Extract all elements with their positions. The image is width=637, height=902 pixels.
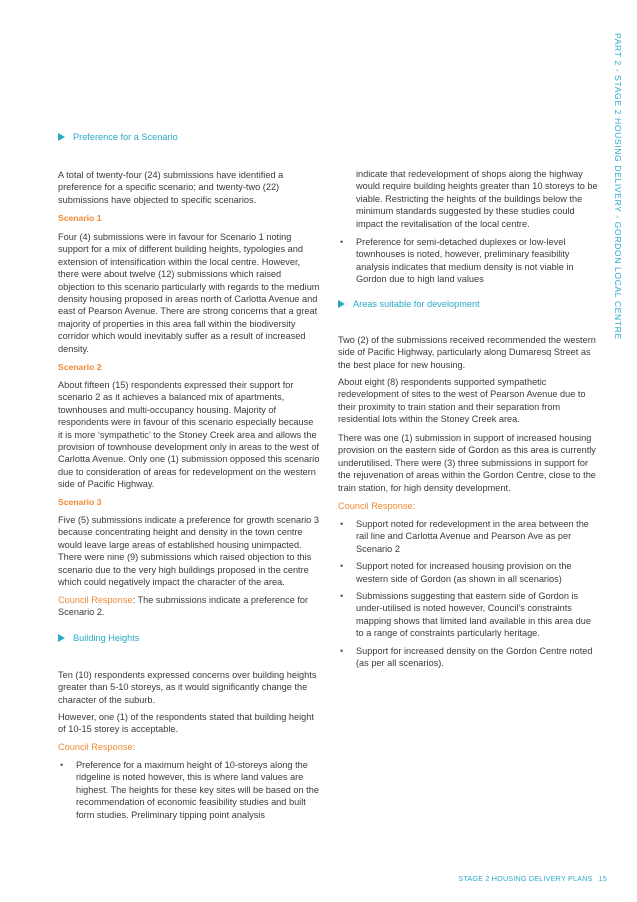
scenario1-paragraph: Four (4) submissions were in favour for Scenario 1 noting support for a mix of different building heights, typologies and extension of intensification within the local centre. However, there were about twelve (12) submissions which raised objection to this scenario particularly with regards to the medium density housing proposed in areas north of Carlotta Avenue and east of Pearson Avenue. There are strong concerns that a great majority of properties in this area fall within the biodiversity corridor which would inevitably suffer as a result of increased density. xyxy=(58,232,320,354)
heights-bullet-list xyxy=(58,759,320,821)
areas-paragraph-1: Two (2) of the submissions received recommended the western side of Pacific Highway, particularly along Dumaresq Street as the best place for new housing. xyxy=(338,335,596,370)
heading-preference xyxy=(58,131,178,143)
scenario1-title: Scenario 1 xyxy=(58,213,102,223)
list-item: • Support noted for redevelopment in the area between the rail line and Carlotta Avenue and Pearson Ave as per Scenario 2 xyxy=(338,518,600,555)
areas-paragraph-3: There was one (1) submission in support of increased housing provision on the eastern side of Gordon as this area is currently underutilised. There were (3) three submissions in support for the rejuvenation of areas within the Gordon Centre, close to the train station, for high density development. xyxy=(338,433,596,493)
heading-areas-label: Areas suitable for development xyxy=(353,299,480,309)
bullet-continuation: indicate that redevelopment of shops along the highway would require building heights greater than 10 storeys to be viable. Restricting the heights of the buildings below the minimum standards suggested by these studies could impact the revitalisation of the local centre. xyxy=(356,169,598,229)
list-item: • Submissions suggesting that eastern side of Gordon is under-utilised is noted however, Council’s constraints mapping shows that limited land available in this area due to a range of constraints particularly heritage. xyxy=(338,590,600,640)
heights-paragraph-2: However, one (1) of the respondents stated that building height of 10-15 storey is acceptable. xyxy=(58,712,314,735)
side-title: PART 2 - STAGE 2 HOUSING DELIVERY - GORDON LOCAL CENTRE xyxy=(613,33,623,340)
page-footer xyxy=(458,874,607,883)
heading-building-heights xyxy=(58,632,139,644)
triangle-bullet-icon xyxy=(58,133,65,141)
council-response-areas: Council Response: xyxy=(338,501,416,511)
heading-heights-label: Building Heights xyxy=(73,633,140,643)
scenario3-title: Scenario 3 xyxy=(58,497,102,507)
list-item: • Preference for semi-detached duplexes or low-level townhouses is noted, however, preliminary feasibility analysis indicates that medium density is not viable in Gordon due to high land values xyxy=(338,236,600,286)
footer-label: STAGE 2 HOUSING DELIVERY PLANS xyxy=(458,874,593,883)
areas-paragraph-2: About eight (8) respondents supported sympathetic redevelopment of sites to the west of Pearson Avenue due to their proximity to train station and their separation from residential lots within the Stoney Creek area. xyxy=(338,377,586,425)
list-item: • Support for increased density on the Gordon Centre noted (as per all scenarios). xyxy=(338,645,600,670)
council-response-scenario xyxy=(58,594,320,619)
council-response-text: : The submissions indicate a preference for Scenario 2. xyxy=(58,595,309,618)
council-response-label: Council Response xyxy=(58,595,133,605)
list-item: • Support noted for increased housing provision on the western side of Gordon (as shown in all scenarios) xyxy=(338,560,600,585)
intro-paragraph: A total of twenty-four (24) submissions have identified a preference for a specific scenario; and twenty-two (22) submissions have objected to specific scenarios. xyxy=(58,170,284,205)
triangle-bullet-icon xyxy=(338,300,345,308)
scenario3-paragraph: Five (5) submissions indicate a preference for growth scenario 3 because concentrating height and density in the town centre would leave large areas of established housing unimpacted. There were nine (9) submissions which raised objection to this scenario due to the very high buildings proposed in the centre which could negatively impact the character of the area. xyxy=(58,515,319,588)
heights-bullet-list-continued xyxy=(338,236,600,286)
triangle-bullet-icon xyxy=(58,634,65,642)
list-item: • Preference for a maximum height of 10-storeys along the ridgeline is noted however, this is where land values are highest. The heights for these key sites will be based on the recommendation of economic feasibility studies and built form studies. Preliminary tipping point analysis xyxy=(58,759,320,821)
heading-preference-label: Preference for a Scenario xyxy=(73,132,178,142)
scenario2-paragraph: About fifteen (15) respondents expressed their support for scenario 2 as it achieves a balanced mix of apartments, townhouses and multi-occupancy housing. Majority of respondents were in favour of this scenario especially because it is more ‘sympathetic’ to the Stoney Creek area and allows the provision of townhouse development only in areas to the west of Carlotta Avenue. Only one (1) submission opposed this scenario due to consideration of areas for redevelopment on the western side of Pacific Highway. xyxy=(58,380,320,490)
council-response-heights: Council Response: xyxy=(58,742,136,752)
heights-paragraph-1: Ten (10) respondents expressed concerns over building heights greater than 5-10 storeys, as it would significantly change the character of the suburb. xyxy=(58,670,317,705)
page-number: 15 xyxy=(598,874,607,883)
scenario2-title: Scenario 2 xyxy=(58,362,102,372)
heading-areas-suitable xyxy=(338,298,480,310)
areas-bullet-list xyxy=(338,518,600,669)
